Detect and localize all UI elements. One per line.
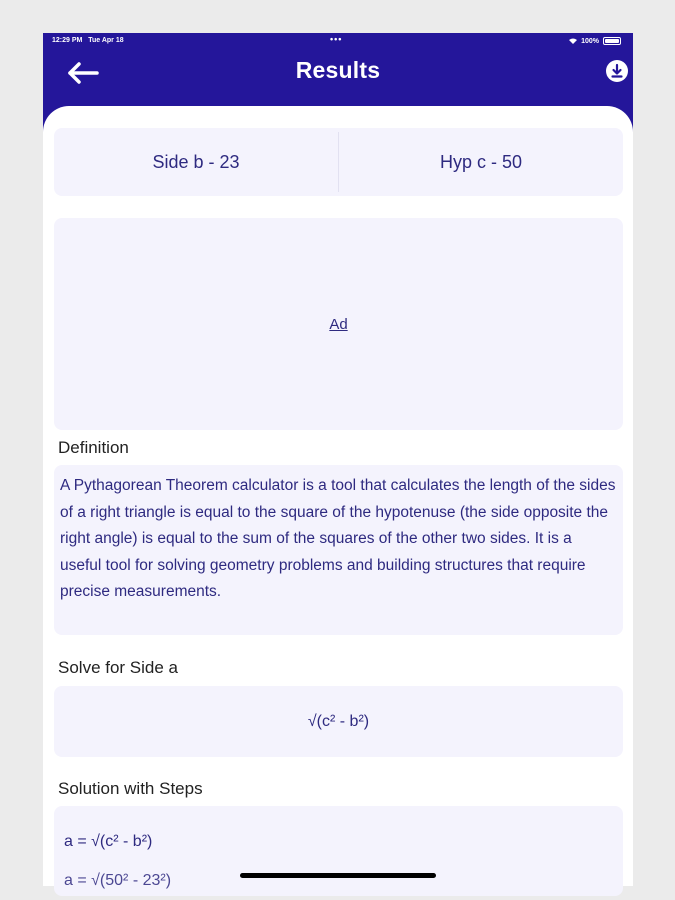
status-indicators — [569, 37, 621, 45]
status-time-text: 12:29 PM — [52, 37, 83, 44]
status-bar — [43, 33, 633, 49]
hyp-c-value: Hyp c - 50 — [439, 151, 523, 172]
status-time — [52, 37, 124, 44]
definition-text: A Pythagorean Theorem calculator is a tool that calculates the length of the sides of a right triangle is equal to the square of the hypotenuse (the side opposite the right angle) is equal to the sum of the squares of the other two sides. It is a useful tool for solving geometry problems and building structures that require precise measurements. — [54, 465, 623, 635]
ad-label[interactable]: Ad — [329, 315, 348, 333]
input-values-card — [54, 128, 623, 196]
solution-step-1: a = √(c² - b²) — [64, 833, 153, 850]
ad-banner[interactable] — [54, 218, 623, 430]
formula-text: √(c² - b²) — [307, 712, 370, 730]
download-icon — [606, 60, 628, 82]
device-screen — [43, 33, 633, 889]
side-b-value: Side b - 23 — [152, 151, 240, 172]
home-indicator[interactable] — [240, 873, 436, 878]
page-title: Results — [295, 57, 381, 83]
solution-step-2: a = √(50² - 23²) — [64, 872, 172, 889]
formula-card — [54, 686, 623, 757]
solve-heading: Solve for Side a — [58, 658, 179, 677]
wifi-icon — [569, 38, 577, 44]
app-bar — [43, 49, 633, 109]
multitasking-dots[interactable]: ••• — [330, 34, 343, 44]
results-sheet — [43, 106, 633, 889]
status-date-text: Tue Apr 18 — [88, 37, 124, 44]
solution-heading: Solution with Steps — [58, 779, 203, 798]
definition-heading: Definition — [58, 438, 129, 457]
battery-icon — [603, 37, 621, 45]
download-button[interactable] — [606, 60, 628, 82]
solution-steps-card — [54, 806, 623, 896]
battery-percent: 100% — [581, 37, 599, 45]
